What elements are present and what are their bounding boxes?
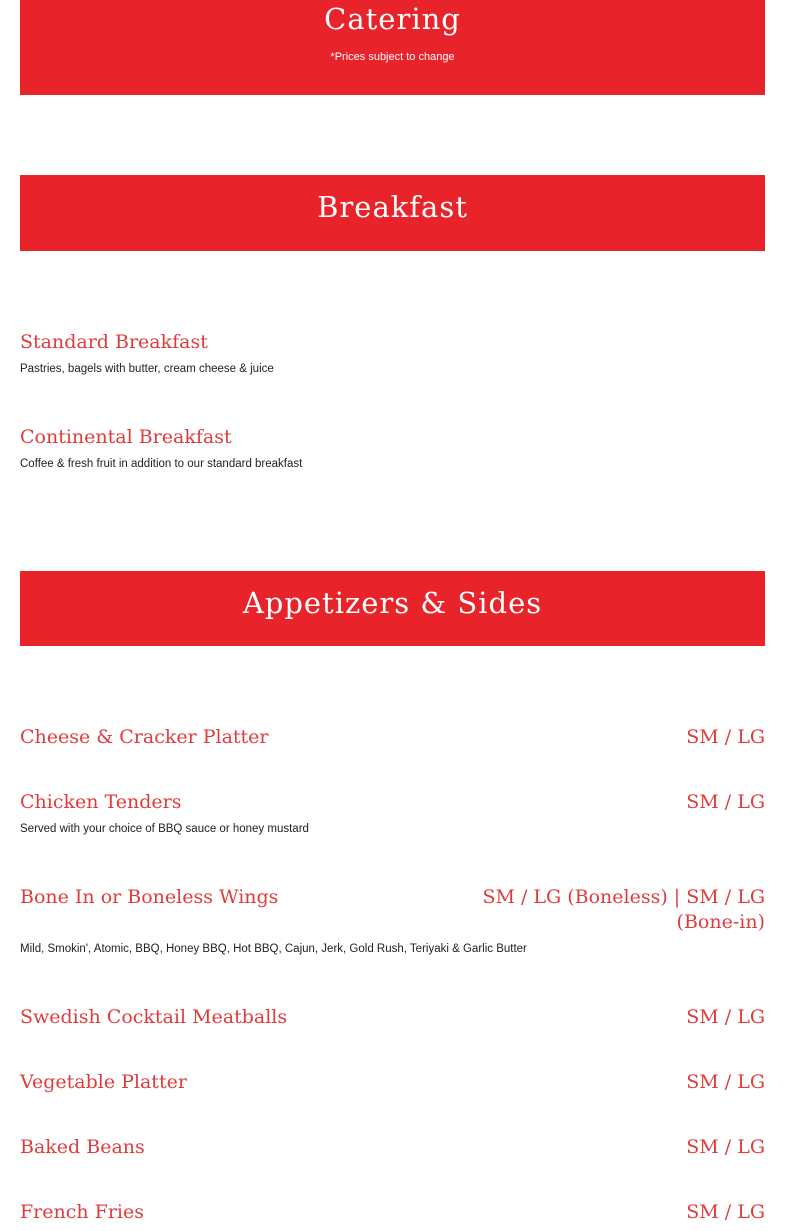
menu-item <box>20 725 765 750</box>
menu-item <box>20 1070 765 1095</box>
item-name: Swedish Cocktail Meatballs <box>20 1006 288 1028</box>
item-name: French Fries <box>20 1201 145 1223</box>
item-price: SM / LG <box>686 1006 765 1028</box>
catering-title: Catering <box>324 2 461 36</box>
item-price: SM / LG (Boneless) | SM / LG (Bone-in) <box>482 886 765 933</box>
item-name: Vegetable Platter <box>20 1071 187 1093</box>
item-price: SM / LG <box>686 1201 765 1223</box>
menu-item <box>20 330 765 377</box>
item-name: Continental Breakfast <box>20 426 232 448</box>
appetizers-banner <box>20 571 765 646</box>
item-name: Chicken Tenders <box>20 791 182 813</box>
appetizers-title: Appetizers & Sides <box>242 586 543 620</box>
menu-item <box>20 790 765 837</box>
item-name: Bone In or Boneless Wings <box>20 886 279 908</box>
breakfast-banner <box>20 175 765 251</box>
item-description: Served with your choice of BBQ sauce or honey mustard <box>20 823 309 835</box>
item-description: Mild, Smokin', Atomic, BBQ, Honey BBQ, Hot BBQ, Cajun, Jerk, Gold Rush, Teriyaki & Garlic Butter <box>20 943 527 955</box>
item-price: SM / LG <box>686 791 765 813</box>
prices-note: *Prices subject to change <box>330 51 455 63</box>
item-name: Baked Beans <box>20 1136 145 1158</box>
catering-banner <box>20 0 765 95</box>
item-price: SM / LG <box>686 1071 765 1093</box>
item-name: Cheese & Cracker Platter <box>20 726 269 748</box>
item-price: SM / LG <box>686 1136 765 1158</box>
item-name: Standard Breakfast <box>20 331 208 353</box>
item-description: Pastries, bagels with butter, cream cheese & juice <box>20 363 274 375</box>
breakfast-title: Breakfast <box>317 190 468 224</box>
menu-item <box>20 1135 765 1160</box>
item-price: SM / LG <box>686 726 765 748</box>
menu-item <box>20 1005 765 1030</box>
item-description: Coffee & fresh fruit in addition to our standard breakfast <box>20 458 303 470</box>
menu-item <box>20 425 765 472</box>
menu-item <box>20 885 765 957</box>
menu-item <box>20 1200 765 1225</box>
